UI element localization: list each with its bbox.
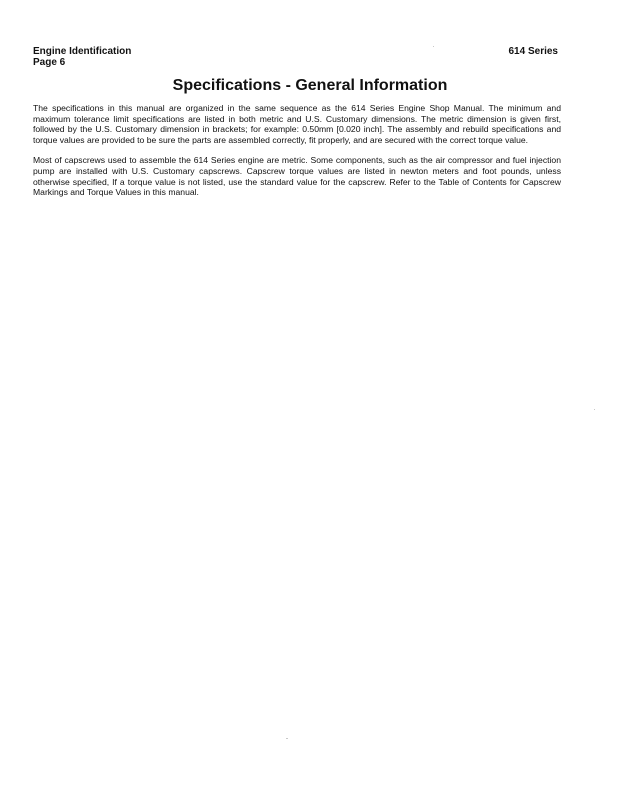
scan-speck: [286, 738, 288, 739]
running-header: [33, 46, 131, 68]
page-number: Page 6: [33, 57, 66, 68]
scan-speck: [594, 409, 595, 410]
page-title: Specifications - General Information: [172, 77, 448, 94]
paragraph-capscrews: Most of capscrews used to assemble the 614 Series engine are metric. Some components, such as the air compressor and fuel injection pump are installed with U.S. Customary capscrews. Capscrew torque values are listed in newton meters and foot pounds, unless otherwise specified, If a torque value is not listed, use the standard value for the capscrew. Refer to the Table of Contents for Capscrew Markings and Torque Values in this manual.: [33, 155, 561, 198]
paragraph-specifications: The specifications in this manual are organized in the same sequence as the 614 Series Engine Shop Manual. The minimum and maximum tolerance limit specifications are listed in both metric and U.S. Customary dimensions. The metric dimension is given first, followed by the U.S. Customary dimension in brackets; for example: 0.50mm [0.020 inch]. The assembly and rebuild specifications and torque values are provided to be sure the parts are assembled correctly, fit properly, and are secured with the correct torque value.: [33, 103, 561, 145]
scan-speck: [433, 46, 434, 47]
section-name: Engine Identification: [33, 46, 132, 57]
series-label: 614 Series: [508, 46, 558, 57]
body-text: [33, 103, 561, 208]
